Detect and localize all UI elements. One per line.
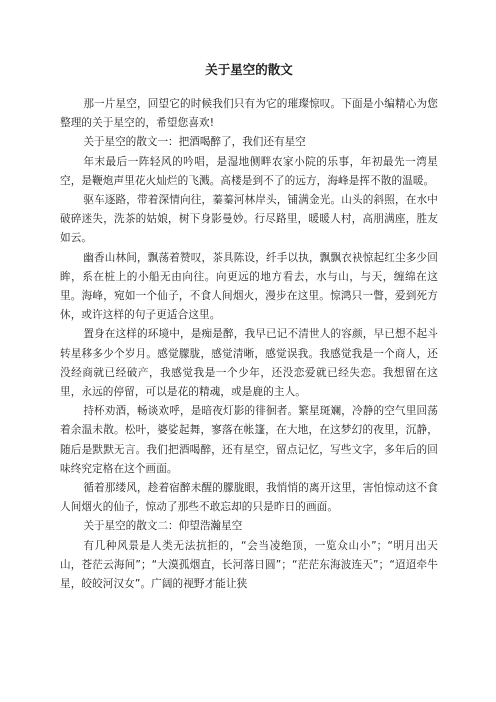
document-title: 关于星空的散文 [205, 62, 293, 77]
body-paragraph: 持杯劝酒，畅谈欢呼，是暗夜灯影的徘徊者。繁星斑斓，冷静的空气里回荡着余温未散。松叶，婆娑起舞，寥落在帐篷，在大地，在这梦幻的夜里，沉静，随后是默默无言。我们把酒喝醉，还有星空，留点记忆，写些文字，多年后的回味终究定格在这个画面。 [60, 405, 438, 475]
body-paragraph: 循着那缕风，趁着宿醉未醒的朦胧眼，我悄悄的离开这里，害怕惊动这不食人间烟火的仙子，惊动了那些不敢忘却的只是昨日的画面。 [60, 482, 438, 514]
section-heading: 关于星空的散文二：仰望浩瀚星空 [83, 520, 243, 533]
body-paragraph: 那一片星空，回望它的时候我们只有为它的璀璨惊叹。下面是小编精心为您整理的关于星空的，希望您喜欢! [60, 98, 438, 130]
body-paragraph: 有几种风景是人类无法抗拒的，“会当凌绝顶，一览众山小”；“明月出天山，苍茫云海间”；“大漠孤烟直，长河落日圆”；“茫茫东海波连天”；“迢迢牵牛星，皎皎河汉女”。广阔的视野才能让狭 [60, 539, 438, 591]
section-heading: 关于星空的散文一：把酒喝醉了，我们还有星空 [83, 136, 306, 149]
body-paragraph: 驱车逐路，带着深情向往，蓁蓁河林岸头，铺满金光。山头的斜照，在水中破碎迷失，洗茶的姑娘，树下身影曼妙。行尽路里，暖暖人村，高朋满座，胜友如云。 [60, 194, 438, 245]
body-paragraph: 幽香山林间，飘荡着赞叹，茶具陈设，纤手以执，飘飘衣袂惊起红尘多少回眸，系在桩上的小船无由向往。向更远的地方看去，水与山，与天，缠绵在这里。海峰，宛如一个仙子，不食人间烟火，漫步在这里。惊鸿只一瞥，爱到死方休，或许这样的句子更适合这里。 [60, 251, 438, 322]
body-paragraph: 年末最后一阵轻风的吟唱，是湿地侧畔农家小院的乐事，年初最先一湾星空，是鞭炮声里花火灿烂的飞溅。高楼是到不了的远方，海峰是挥不散的温暖。 [60, 155, 438, 187]
body-paragraph: 置身在这样的环境中，是痴是醉，我早已记不清世人的容颜，早已想不起斗转星移多少个岁月。感觉朦胧，感觉清晰，感觉误我。我感觉我是一个商人，还没经商就已经破产，我感觉我是一个少年，还没恋爱就已经失恋。我想留在这里，永远的停留，可以是花的精魂，或是鹿的主人。 [60, 328, 438, 399]
document-body [60, 95, 438, 594]
